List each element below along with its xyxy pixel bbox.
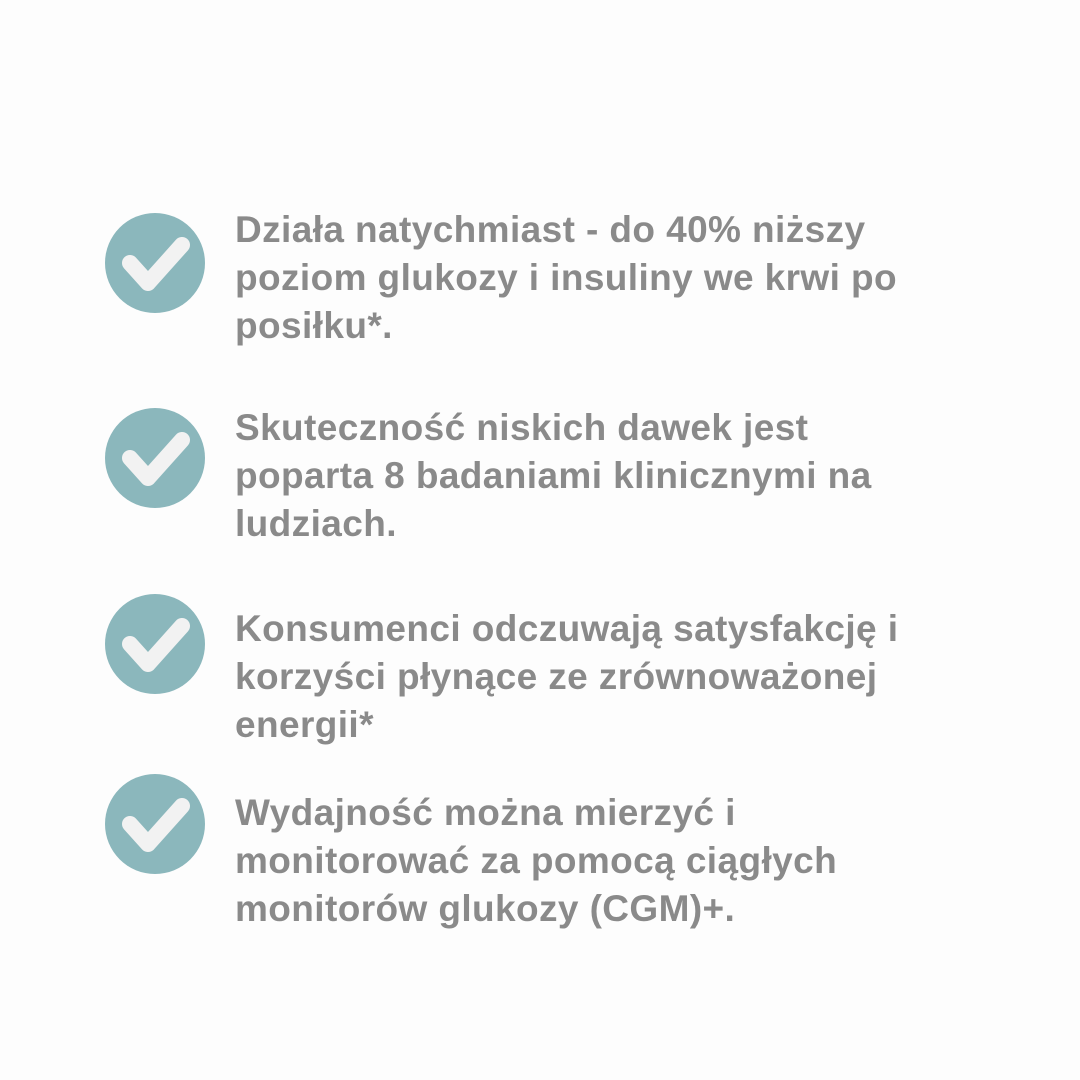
- text-line: monitorować za pomocą ciągłych: [235, 840, 838, 881]
- text-line: energii*: [235, 704, 374, 745]
- text-line: monitorów glukozy (CGM)+.: [235, 888, 736, 929]
- text-line: ludziach.: [235, 503, 397, 544]
- text-line: poparta 8 badaniami klinicznymi na: [235, 455, 872, 496]
- checklist-item-text: [235, 404, 955, 548]
- check-icon: [105, 594, 205, 694]
- checklist-item-text: [235, 789, 955, 933]
- text-line: poziom glukozy i insuliny we krwi po: [235, 257, 897, 298]
- text-line: posiłku*.: [235, 305, 393, 346]
- check-icon: [105, 408, 205, 508]
- text-line: Wydajność można mierzyć i: [235, 792, 736, 833]
- check-icon: [105, 213, 205, 313]
- text-line: korzyści płynące ze zrównoważonej: [235, 656, 878, 697]
- text-line: Skuteczność niskich dawek jest: [235, 407, 809, 448]
- text-line: Działa natychmiast - do 40% niższy: [235, 209, 866, 250]
- check-icon: [105, 774, 205, 874]
- text-line: Konsumenci odczuwają satysfakcję i: [235, 608, 899, 649]
- checklist-item-text: [235, 605, 955, 749]
- checklist-item-text: [235, 206, 955, 350]
